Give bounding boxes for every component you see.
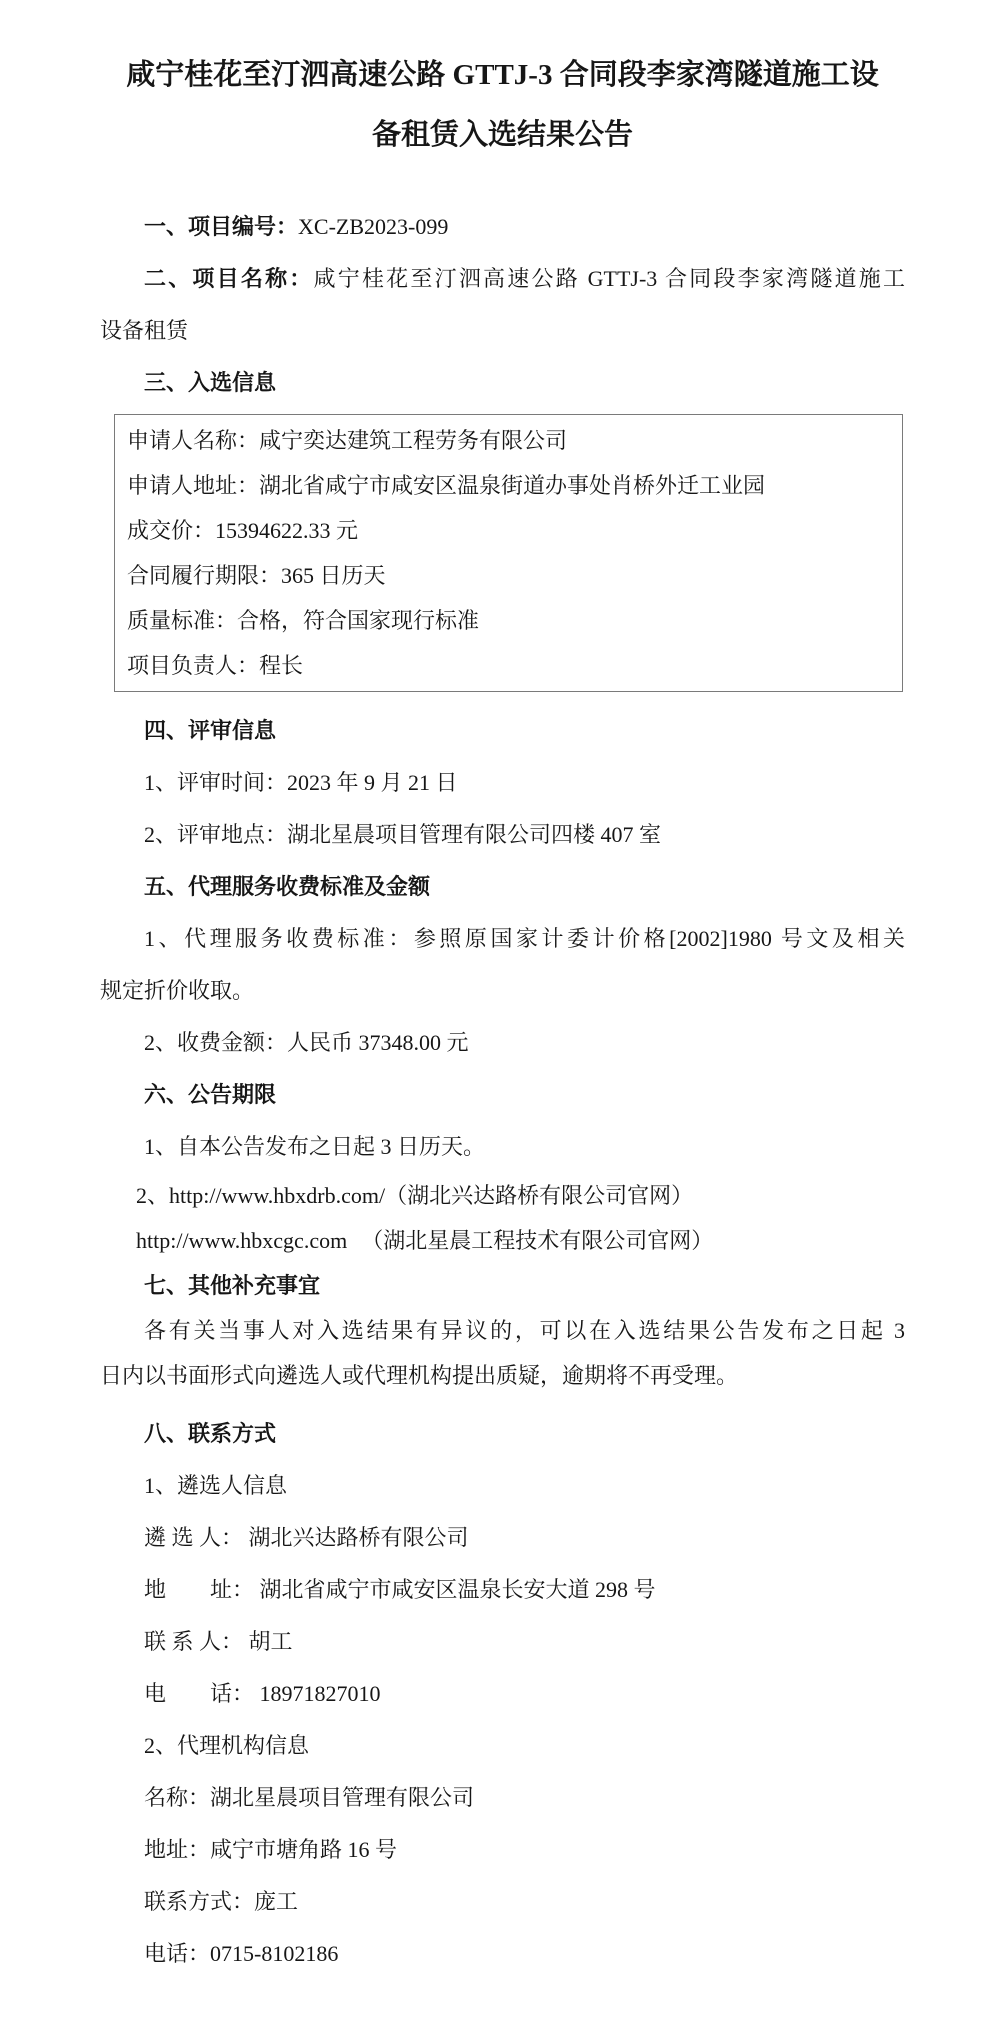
selector-website-note: （湖北兴达路桥有限公司官网）	[385, 1183, 694, 1208]
document-title	[100, 45, 905, 165]
contact-heading: 八、联系方式	[144, 1421, 277, 1446]
agency-phone-line	[100, 1928, 905, 1980]
agency-name-label: 名称：	[144, 1785, 211, 1810]
agency-fee-standard-paragraph	[100, 913, 905, 1017]
selection-heading: 三、入选信息	[144, 370, 277, 395]
project-name-value-part1: 咸宁桂花至汀泗高速公路 GTTJ-3 合同段李家湾隧道施工	[313, 266, 905, 291]
selector-info-heading: 1、遴选人信息	[144, 1473, 288, 1498]
project-number-line	[100, 201, 905, 253]
agency-fee-amount-line	[100, 1017, 905, 1069]
applicant-address-label: 申请人地址：	[127, 473, 260, 498]
selector-name-line	[100, 1512, 905, 1564]
selector-address-label: 地 址：	[144, 1577, 260, 1602]
project-leader-line	[127, 643, 894, 688]
agency-person-line	[100, 1876, 905, 1928]
selector-phone-value: 18971827010	[259, 1681, 381, 1706]
review-place-value: 湖北星晨项目管理有限公司四楼 407 室	[287, 822, 662, 847]
notice-period-item2	[100, 1173, 905, 1218]
applicant-name-label: 申请人名称：	[127, 428, 260, 453]
selector-person-line	[100, 1616, 905, 1668]
selector-name-label: 遴 选 人：	[144, 1525, 249, 1550]
project-name-paragraph	[100, 253, 905, 357]
agency-address-line	[100, 1824, 905, 1876]
project-leader-label: 项目负责人：	[127, 653, 260, 678]
selector-address-line	[100, 1564, 905, 1616]
deal-price-label: 成交价：	[127, 518, 216, 543]
project-name-value-part2: 设备租赁	[100, 318, 189, 343]
selector-name-value: 湖北兴达路桥有限公司	[248, 1525, 469, 1550]
applicant-name-line	[127, 418, 894, 463]
other-matters-heading: 七、其他补充事宜	[144, 1273, 321, 1298]
selector-address-value: 湖北省咸宁市咸安区温泉长安大道 298 号	[259, 1577, 656, 1602]
quality-standard-label: 质量标准：	[127, 608, 238, 633]
review-time-value: 2023 年 9 月 21 日	[287, 770, 458, 795]
agency-fee-amount-label: 2、收费金额：	[144, 1030, 288, 1055]
quality-standard-value: 合格，符合国家现行标准	[237, 608, 480, 633]
other-matters-line2: 日内以书面形式向遴选人或代理机构提出质疑，逾期将不再受理。	[100, 1363, 739, 1388]
contract-period-line	[127, 553, 894, 598]
agency-fee-heading: 五、代理服务收费标准及金额	[144, 874, 431, 899]
document-title-line1: 咸宁桂花至汀泗高速公路 GTTJ-3 合同段李家湾隧道施工设	[126, 59, 879, 91]
project-leader-value: 程长	[259, 653, 304, 678]
selector-phone-label: 电 话：	[144, 1681, 260, 1706]
review-place-line	[100, 809, 905, 861]
agency-name-line	[100, 1772, 905, 1824]
project-number-label: 一、项目编号：	[144, 214, 299, 239]
other-matters-line1: 各有关当事人对入选结果有异议的，可以在入选结果公告发布之日起 3	[144, 1318, 905, 1343]
agency-address-label: 地址：	[144, 1837, 211, 1862]
contract-period-value: 365 日历天	[281, 563, 386, 588]
selection-info-box	[114, 414, 903, 692]
applicant-name-value: 咸宁奕达建筑工程劳务有限公司	[259, 428, 568, 453]
agency-info-heading: 2、代理机构信息	[144, 1733, 310, 1758]
review-time-line	[100, 757, 905, 809]
notice-period-heading: 六、公告期限	[144, 1082, 277, 1107]
review-place-label: 2、评审地点：	[144, 822, 288, 847]
agency-person-label: 联系方式：	[144, 1889, 255, 1914]
agency-phone-label: 电话：	[144, 1941, 211, 1966]
quality-standard-line	[127, 598, 894, 643]
review-heading: 四、评审信息	[144, 718, 277, 743]
agency-person-value: 庞工	[254, 1889, 299, 1914]
agency-name-value: 湖北星晨项目管理有限公司	[210, 1785, 475, 1810]
agency-website-note: （湖北星晨工程技术有限公司官网）	[361, 1228, 714, 1253]
agency-website-url: http://www.hbxcgc.com	[136, 1228, 348, 1253]
review-time-label: 1、评审时间：	[144, 770, 288, 795]
agency-fee-amount-value: 人民币 37348.00 元	[287, 1030, 469, 1055]
selector-person-label: 联 系 人：	[144, 1629, 249, 1654]
deal-price-line	[127, 508, 894, 553]
document-title-line2: 备租赁入选结果公告	[371, 119, 633, 151]
project-number-value: XC-ZB2023-099	[298, 214, 449, 239]
notice-period-item1: 1、自本公告发布之日起 3 日历天。	[144, 1134, 486, 1159]
deal-price-value: 15394622.33 元	[215, 518, 359, 543]
agency-fee-standard-line2: 规定折价收取。	[100, 978, 255, 1003]
selector-person-value: 胡工	[248, 1629, 293, 1654]
agency-phone-value: 0715-8102186	[210, 1941, 339, 1966]
selector-website-url: 2、http://www.hbxdrb.com/	[136, 1183, 386, 1208]
agency-fee-standard-line1: 1、代理服务收费标准：参照原国家计委计价格[2002]1980 号文及相关	[144, 926, 905, 951]
applicant-address-value: 湖北省咸宁市咸安区温泉街道办事处肖桥外迁工业园	[259, 473, 766, 498]
project-name-label: 二、项目名称：	[144, 266, 314, 291]
other-matters-paragraph	[100, 1308, 905, 1398]
contract-period-label: 合同履行期限：	[127, 563, 282, 588]
selector-phone-line	[100, 1668, 905, 1720]
agency-address-value: 咸宁市塘角路 16 号	[210, 1837, 398, 1862]
notice-period-item3	[100, 1218, 905, 1263]
applicant-address-line	[127, 463, 894, 508]
project-name-line1	[100, 253, 905, 305]
